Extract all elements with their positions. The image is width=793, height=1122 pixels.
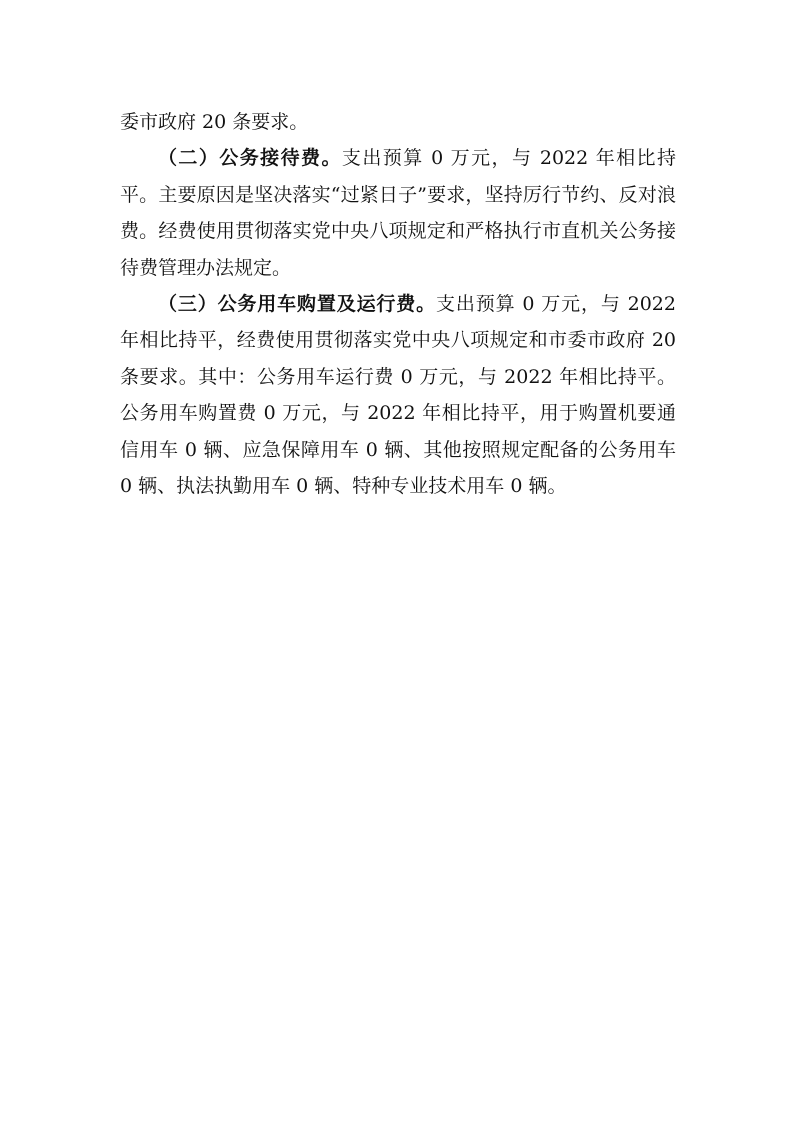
document-body <box>120 104 676 504</box>
vehicle-expense-heading: （三）公务用车购置及运行费。 <box>158 293 436 316</box>
paragraph-text: 委市政府 20 条要求。 <box>120 111 309 133</box>
vehicle-expense-text: 支出预算 0 万元，与 2022 年相比持平，经费使用贯彻落实党中央八项规定和市委市政府 20 条要求。其中：公务用车运行费 0 万元，与 2022 年相比持平。公务用车购置费 0 万元，与 2022 年相比持平，用于购置机要通信用车 0 辆、应急保障用车 0 辆、其他按照规定配备的公务用车 0 辆、执法执勤用车 0 辆、特种专业技术用车 0 辆。 <box>120 293 676 498</box>
continuation-paragraph <box>120 104 676 140</box>
reception-expense-heading: （二）公务接待费。 <box>158 147 342 170</box>
vehicle-expense-paragraph <box>120 286 676 504</box>
reception-expense-text: 支出预算 0 万元，与 2022 年相比持平。主要原因是坚决落实“过紧日子”要求，坚持厉行节约、反对浪费。经费使用贯彻落实党中央八项规定和严格执行市直机关公务接待费管理办法规定。 <box>120 147 676 279</box>
reception-expense-paragraph <box>120 140 676 286</box>
